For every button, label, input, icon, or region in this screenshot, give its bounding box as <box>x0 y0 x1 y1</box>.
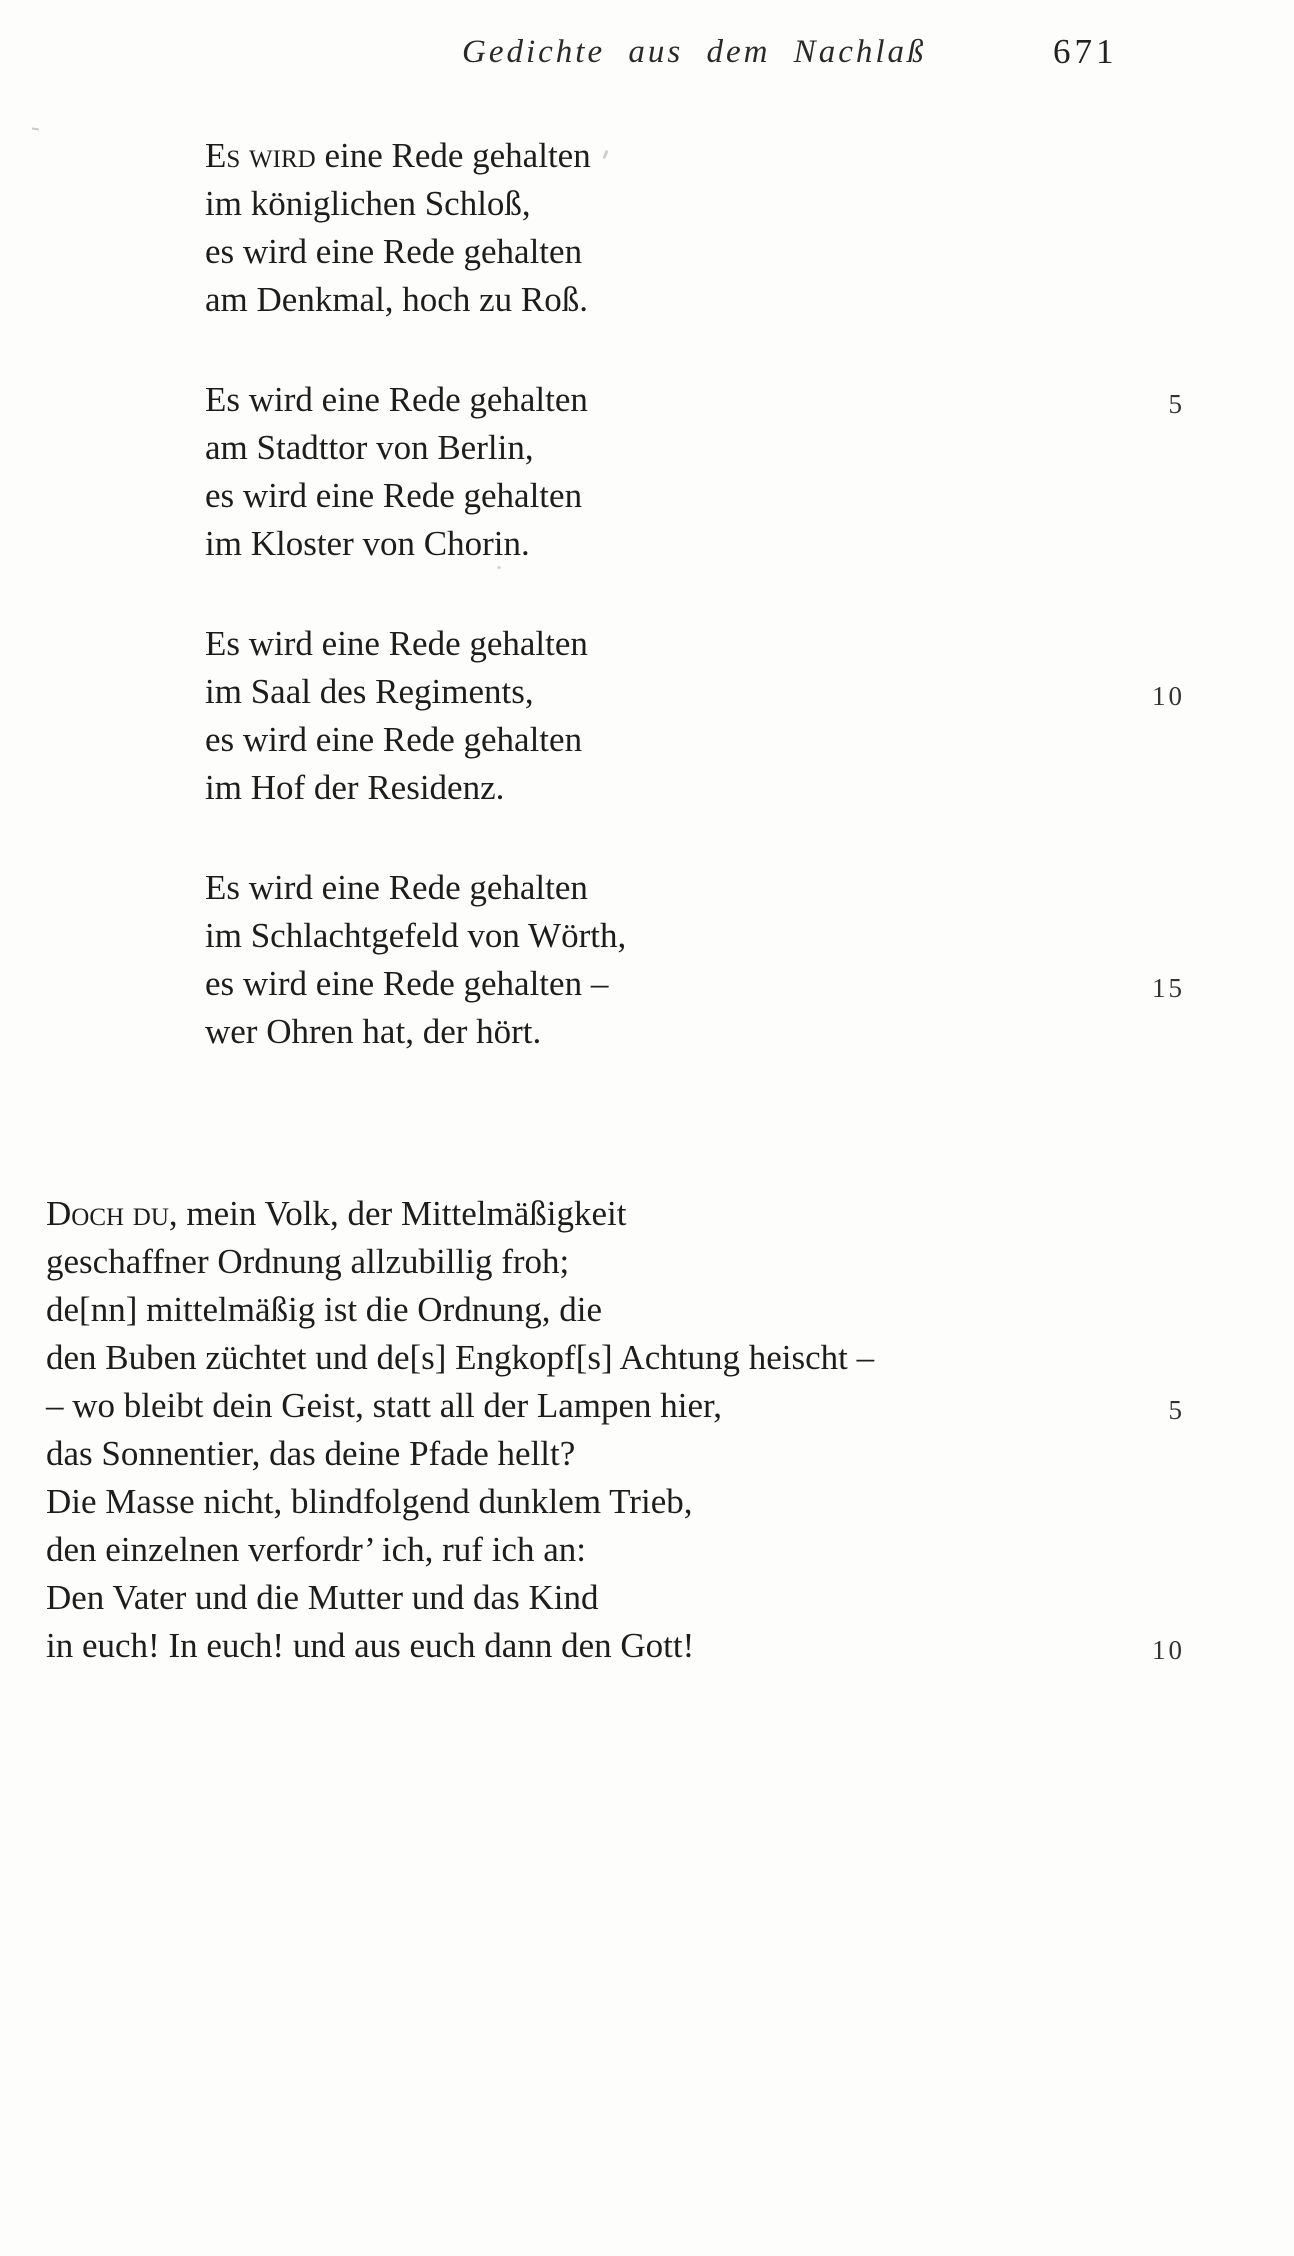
poem-line-text <box>205 136 591 175</box>
smallcaps-lead: Doch du <box>46 1194 169 1233</box>
poem-line-text <box>205 280 588 319</box>
poem-line <box>46 1622 1185 1670</box>
line-rest: Den Vater und die Mutter und das Kind <box>46 1578 599 1617</box>
line-rest: – wo bleibt dein Geist, statt all der Lampen hier, <box>46 1386 723 1425</box>
poem-line <box>46 1430 1185 1478</box>
poem-line <box>46 1478 1185 1526</box>
poem-line-text <box>205 232 582 271</box>
poem-line <box>205 912 1185 960</box>
line-rest: den Buben züchtet und de[s] Engkopf[s] Achtung heischt – <box>46 1338 875 1377</box>
line-rest: , mein Volk, der Mittelmäßigkeit <box>168 1194 627 1233</box>
poem-second <box>46 1190 1185 1670</box>
stanza <box>205 620 1185 812</box>
stanza <box>205 132 1185 324</box>
poem-line-text <box>205 916 626 955</box>
line-rest: Es wird eine Rede gehalten <box>205 380 588 419</box>
verse-line-number: 5 <box>1168 389 1185 419</box>
line-rest: das Sonnentier, das deine Pfade hellt? <box>46 1434 576 1473</box>
poem-line <box>205 472 1185 520</box>
poem-line <box>205 132 1185 180</box>
line-rest: im Kloster von Chorin. <box>205 524 530 563</box>
poem-line-text <box>46 1338 874 1377</box>
line-rest: den einzelnen verfordr’ ich, ruf ich an: <box>46 1530 586 1569</box>
line-rest: es wird eine Rede gehalten – <box>205 964 609 1003</box>
poem-line <box>46 1238 1185 1286</box>
poem-line <box>205 620 1185 668</box>
poem-line <box>205 376 1185 424</box>
poem-line <box>205 864 1185 912</box>
line-rest: im Schlachtgefeld von Wörth, <box>205 916 627 955</box>
poem-line <box>205 716 1185 764</box>
page-number: 671 <box>1053 32 1118 71</box>
poem-line <box>46 1334 1185 1382</box>
line-rest: es wird eine Rede gehalten <box>205 476 583 515</box>
poem-line-text <box>46 1434 575 1473</box>
poem-line-text <box>205 380 588 419</box>
poem-line-text <box>205 428 534 467</box>
verse-line-number: 5 <box>1168 1395 1185 1425</box>
poem-line-text <box>205 964 608 1003</box>
poem-line-text <box>46 1482 692 1521</box>
running-head-title: Gedichte aus dem Nachlaß <box>462 34 927 70</box>
poem-first <box>205 132 1185 1056</box>
poem-line <box>205 424 1185 472</box>
poem-line-text <box>46 1530 586 1569</box>
scan-speck <box>32 128 39 131</box>
poem-line <box>205 520 1185 568</box>
line-rest: Die Masse nicht, blindfolgend dunklem Trieb, <box>46 1482 693 1521</box>
stanza <box>205 864 1185 1056</box>
line-rest: in euch! In euch! und aus euch dann den Gott! <box>46 1626 695 1665</box>
poem-line <box>46 1190 1185 1238</box>
line-rest: am Denkmal, hoch zu Roß. <box>205 280 588 319</box>
line-rest: am Stadttor von Berlin, <box>205 428 534 467</box>
line-rest: im königlichen Schloß, <box>205 184 531 223</box>
poem-line <box>205 764 1185 812</box>
poem-line-text <box>46 1194 626 1233</box>
poem-line <box>46 1574 1185 1622</box>
line-rest: geschaffner Ordnung allzubillig froh; <box>46 1242 570 1281</box>
stanza <box>205 376 1185 568</box>
line-rest: im Hof der Residenz. <box>205 768 505 807</box>
poem-line <box>46 1526 1185 1574</box>
poem-line-text <box>46 1290 602 1329</box>
scan-speck <box>497 566 501 569</box>
poem-line-text <box>205 184 531 223</box>
verse-line-number: 15 <box>1152 973 1185 1003</box>
poem-line <box>205 668 1185 716</box>
poem-line <box>205 960 1185 1008</box>
line-rest: es wird eine Rede gehalten <box>205 232 583 271</box>
line-rest: de[nn] mittelmäßig ist die Ordnung, die <box>46 1290 603 1329</box>
verse-line-number: 10 <box>1152 681 1185 711</box>
poem-line-text <box>46 1626 694 1665</box>
poem-line <box>46 1382 1185 1430</box>
poem-line-text <box>205 672 534 711</box>
smallcaps-lead: Es wird <box>205 136 316 175</box>
verse-line-number: 10 <box>1152 1635 1185 1665</box>
poem-line-text <box>205 524 530 563</box>
line-rest: im Saal des Regiments, <box>205 672 534 711</box>
line-rest: wer Ohren hat, der hört. <box>205 1012 542 1051</box>
poem-line-text <box>46 1386 722 1425</box>
poem-line-text <box>205 720 582 759</box>
poem-line <box>46 1286 1185 1334</box>
poem-line-text <box>205 1012 541 1051</box>
poem-line <box>205 276 1185 324</box>
poem-line <box>205 228 1185 276</box>
poem-line-text <box>205 868 588 907</box>
line-rest: es wird eine Rede gehalten <box>205 720 583 759</box>
poem-line <box>205 1008 1185 1056</box>
line-rest: Es wird eine Rede gehalten <box>205 868 588 907</box>
poem-line <box>205 180 1185 228</box>
poem-line-text <box>46 1242 569 1281</box>
poem-line-text <box>205 768 504 807</box>
poem-line-text <box>205 476 582 515</box>
line-rest: Es wird eine Rede gehalten <box>205 624 588 663</box>
line-rest: eine Rede gehalten <box>315 136 591 175</box>
poem-line-text <box>205 624 588 663</box>
poem-line-text <box>46 1578 598 1617</box>
